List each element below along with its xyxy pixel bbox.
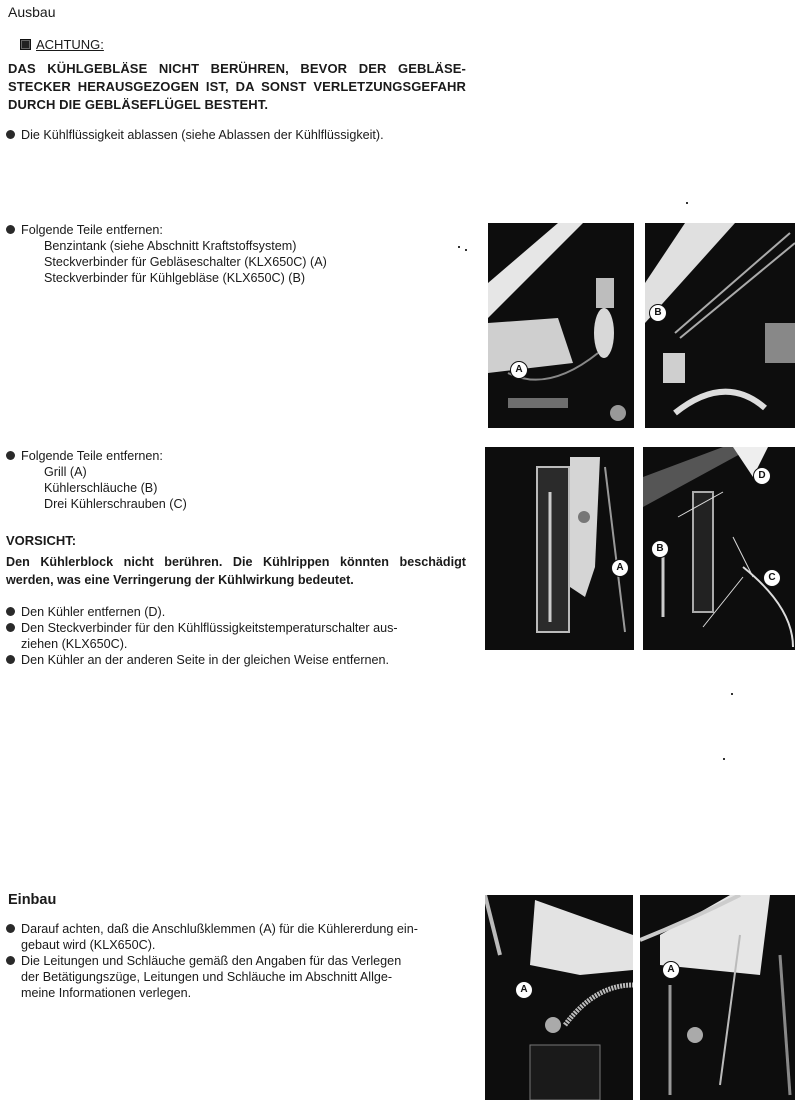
callout-label: A bbox=[515, 981, 533, 999]
installation-steps bbox=[6, 921, 476, 1001]
callout-label: A bbox=[662, 961, 680, 979]
caution-heading: VORSICHT: bbox=[6, 533, 77, 548]
step-drain-coolant bbox=[6, 127, 384, 143]
photo-fan-connector bbox=[645, 223, 795, 428]
step-text: Den Kühler an der anderen Seite in der gleichen Weise entfernen. bbox=[21, 653, 390, 667]
callout-label: A bbox=[611, 559, 629, 577]
bullet-icon bbox=[6, 451, 15, 460]
part-item: Drei Kühlerschrauben (C) bbox=[44, 497, 187, 511]
warning-text bbox=[8, 60, 466, 114]
callout-label: B bbox=[651, 540, 669, 558]
warning-line: DAS KÜHLGEBLÄSE NICHT BERÜHREN, BEVOR DER GEBLÄSE- bbox=[8, 61, 466, 76]
section-title-installation: Einbau bbox=[8, 892, 57, 908]
photo-ground-terminal-left bbox=[485, 895, 633, 1100]
bullet-icon bbox=[6, 956, 15, 965]
warning-line: STECKER HERAUSGEZOGEN IST, DA SONST VERLETZUNGSGEFAHR bbox=[8, 79, 466, 94]
step-text: gebaut wird (KLX650C). bbox=[21, 938, 156, 952]
bullet-icon bbox=[6, 655, 15, 664]
part-item: Kühlerschläuche (B) bbox=[44, 481, 158, 495]
step-text: Den Steckverbinder für den Kühlflüssigkeitstemperaturschalter aus- bbox=[21, 621, 398, 635]
callout-label: A bbox=[510, 361, 528, 379]
warning-square-icon bbox=[20, 39, 31, 50]
install-step bbox=[6, 921, 476, 953]
step-text: meine Informationen verlegen. bbox=[21, 986, 192, 1000]
install-step bbox=[6, 953, 476, 1001]
step-text: der Betätigungszüge, Leitungen und Schläuche im Abschnitt Allge- bbox=[21, 970, 393, 984]
step-text: Folgende Teile entfernen: bbox=[21, 223, 163, 237]
section-title-removal: Ausbau bbox=[8, 4, 56, 20]
step-text: Den Kühler entfernen (D). bbox=[21, 605, 166, 619]
photo-ground-terminal-right bbox=[640, 895, 795, 1100]
caution-line: werden, was eine Verringerung der Kühlwirkung bedeutet. bbox=[6, 573, 354, 587]
bullet-icon bbox=[6, 130, 15, 139]
final-step bbox=[6, 652, 476, 668]
caution-line: Den Kühlerblock nicht berühren. Die Kühlrippen könnten beschädigt bbox=[6, 555, 466, 569]
final-step bbox=[6, 604, 476, 620]
warning-line: DURCH DIE GEBLÄSEFLÜGEL BESTEHT. bbox=[8, 97, 269, 112]
step-text: Die Kühlflüssigkeit ablassen (siehe Ablassen der Kühlflüssigkeit). bbox=[21, 128, 384, 142]
part-item: Steckverbinder für Gebläseschalter (KLX650C) (A) bbox=[44, 255, 327, 269]
final-step bbox=[6, 620, 476, 652]
callout-label: B bbox=[649, 304, 667, 322]
photo-fan-switch-connector bbox=[488, 223, 634, 428]
part-item: Grill (A) bbox=[44, 465, 87, 479]
photo-radiator-hoses-bolts bbox=[643, 447, 795, 650]
step-text: ziehen (KLX650C). bbox=[21, 637, 128, 651]
step-text: Die Leitungen und Schläuche gemäß den Angaben für das Verlegen bbox=[21, 954, 402, 968]
callout-label: C bbox=[763, 569, 781, 587]
step-remove-parts-2 bbox=[6, 448, 476, 512]
final-steps bbox=[6, 604, 476, 668]
step-text: Folgende Teile entfernen: bbox=[21, 449, 163, 463]
callout-label: D bbox=[753, 467, 771, 485]
bullet-icon bbox=[6, 225, 15, 234]
caution-text bbox=[6, 553, 466, 589]
part-item: Steckverbinder für Kühlgebläse (KLX650C) (B) bbox=[44, 271, 306, 285]
step-remove-parts-1 bbox=[6, 222, 476, 286]
warning-label: ACHTUNG: bbox=[36, 37, 104, 52]
step-text: Darauf achten, daß die Anschlußklemmen (A) für die Kühlererdung ein- bbox=[21, 922, 418, 936]
part-item: Benzintank (siehe Abschnitt Kraftstoffsystem) bbox=[44, 239, 297, 253]
photo-radiator-grill bbox=[485, 447, 634, 650]
bullet-icon bbox=[6, 623, 15, 632]
warning-heading bbox=[20, 37, 104, 52]
bullet-icon bbox=[6, 607, 15, 616]
bullet-icon bbox=[6, 924, 15, 933]
